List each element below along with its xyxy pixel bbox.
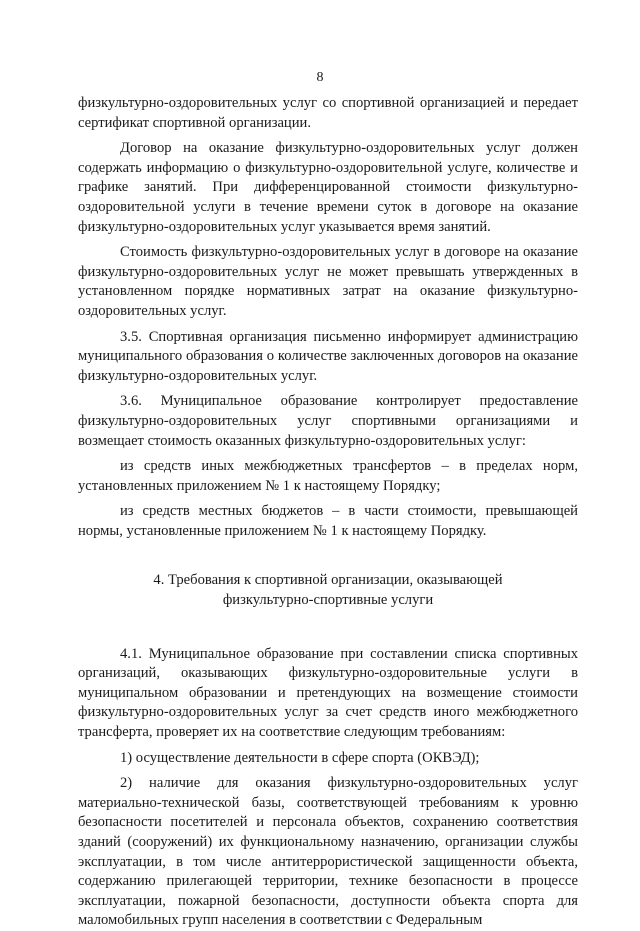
section-heading-line: физкультурно-спортивные услуги	[222, 592, 434, 609]
page-number: 8	[316, 70, 324, 85]
paragraph: 3.6. Муниципальное образование контролирует предоставление физкультурно-оздоровительных услуг спортивными организациями и возмещает стоимость оказанных физкультурно-оздоровительных услуг:	[78, 393, 578, 449]
document-body	[78, 94, 578, 931]
paragraph: Стоимость физкультурно-оздоровительных услуг в договоре на оказание физкультурно-оздоровительных услуг не может превышать утвержденных в установленном порядке нормативных затрат на оказание физкультурно-оздоровительных услуг.	[78, 244, 578, 319]
section-heading-line: 4. Требования к спортивной организации, оказывающей	[153, 572, 503, 589]
list-item: 2) наличие для оказания физкультурно-оздоровительных услуг материально-технической базы, соответствующей требованиям к уровню безопасности посетителей и персонала объектов, сохранению соответствия зданий (сооружений) их функциональному назначению, организации службы эксплуатации, в том числе антитеррористической защищенности объекта, содержанию прилегающей территории, технике безопасности в процессе эксплуатации, пожарной безопасности, доступности объекта спорта для маломобильных групп населения в соответствии с Федеральным	[78, 775, 578, 929]
section-heading	[78, 571, 578, 610]
paragraph: 4.1. Муниципальное образование при составлении списка спортивных организаций, оказывающих физкультурно-оздоровительные услуги в муниципальном образовании и претендующих на возмещение стоимости физкультурно-оздоровительных услуг за счет средств иного межбюджетного трансферта, проверяет их на соответствие следующим требованиям:	[78, 645, 578, 741]
paragraph: из средств местных бюджетов – в части стоимости, превышающей нормы, установленные приложением № 1 к настоящему Порядку.	[78, 503, 578, 539]
paragraph: физкультурно-оздоровительных услуг со спортивной организацией и передает сертификат спортивной организации.	[78, 95, 578, 131]
paragraph: 3.5. Спортивная организация письменно информирует администрацию муниципального образования о количестве заключенных договоров на оказание физкультурно-оздоровительных услуг.	[78, 328, 578, 384]
list-item: 1) осуществление деятельности в сфере спорта (ОКВЭД);	[120, 749, 480, 766]
paragraph: Договор на оказание физкультурно-оздоровительных услуг должен содержать информацию о физкультурно-оздоровительной услуге, количестве и графике занятий. При дифференцированной стоимости физкультурно-оздоровительной услуги в течение времени суток в договоре на оказание физкультурно-оздоровительных услуг указывается время занятий.	[78, 140, 578, 235]
paragraph: из средств иных межбюджетных трансфертов – в пределах норм, установленных приложением № 1 к настоящему Порядку;	[78, 458, 578, 494]
